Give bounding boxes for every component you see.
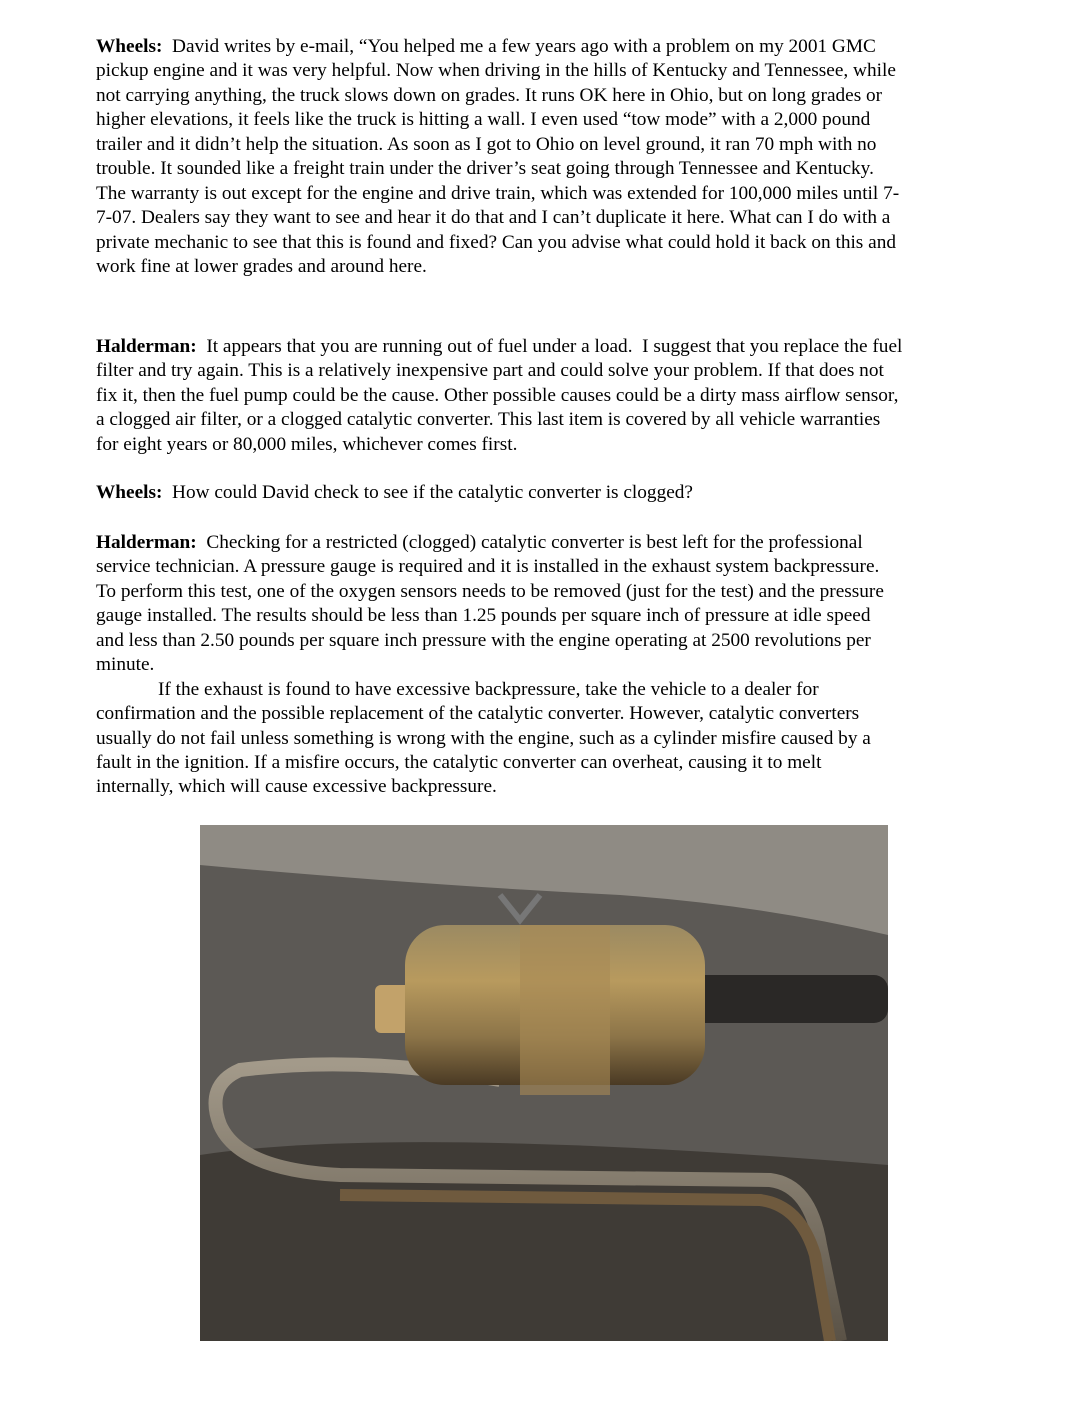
fuel-filter-illustration <box>200 825 888 1341</box>
speaker-label: Halderman: <box>96 532 197 553</box>
text-line: minute. <box>96 654 155 676</box>
text-line: gauge installed. The results should be less than 1.25 pounds per square inch of pressure at idle speed <box>96 605 871 627</box>
text-line: David writes by e-mail, “You helped me a few years ago with a problem on my 2001 GMC <box>162 36 876 57</box>
text-line: How could David check to see if the catalytic converter is clogged? <box>162 482 693 503</box>
text-line: trouble. It sounded like a freight train under the driver’s seat going through Tennessee and Kentucky. <box>96 158 874 180</box>
text-line: confirmation and the possible replacement of the catalytic converter. However, catalytic converters <box>96 703 860 725</box>
text-line: work fine at lower grades and around here. <box>96 255 427 277</box>
text-line: fault in the ignition. If a misfire occurs, the catalytic converter can overheat, causing it to melt <box>96 751 822 773</box>
speaker-label: Wheels: <box>96 36 163 57</box>
fuel-filter-photo <box>200 825 888 1341</box>
text-line: fix it, then the fuel pump could be the cause. Other possible causes could be a dirty mass airflow sensor, <box>96 384 899 406</box>
text-line: internally, which will cause excessive backpressure. <box>96 776 497 798</box>
paragraph-wheels-question <box>96 35 899 279</box>
text-line: for eight years or 80,000 miles, whichever comes first. <box>96 433 518 455</box>
filter-band <box>520 925 610 1095</box>
text-line: not carrying anything, the truck slows down on grades. It runs OK here in Ohio, but on long grades or <box>96 84 883 106</box>
text-line: To perform this test, one of the oxygen sensors needs to be removed (just for the test) and the pressure <box>96 580 884 602</box>
text-line: If the exhaust is found to have excessive backpressure, take the vehicle to a dealer for <box>158 678 819 700</box>
text-line: service technician. A pressure gauge is required and it is installed in the exhaust system backpressure. <box>96 556 880 578</box>
text-line: private mechanic to see that this is found and fixed? Can you advise what could hold it back on this and <box>96 231 896 253</box>
text-line: 7-07. Dealers say they want to see and hear it do that and I can’t duplicate it here. What can I do with a <box>96 207 891 229</box>
paragraph-halderman-catalytic <box>96 531 884 800</box>
text-line: filter and try again. This is a relatively inexpensive part and could solve your problem. If that does not <box>96 360 884 382</box>
text-line: usually do not fail unless something is wrong with the engine, such as a cylinder misfire caused by a <box>96 727 871 749</box>
text-line: a clogged air filter, or a clogged catalytic converter. This last item is covered by all vehicle warranties <box>96 409 881 431</box>
text-line: higher elevations, it feels like the truck is hitting a wall. I even used “tow mode” with a 2,000 pound <box>96 109 871 131</box>
text-line: It appears that you are running out of fuel under a load. I suggest that you replace the fuel <box>196 336 903 357</box>
text-line: trailer and it didn’t help the situation. As soon as I got to Ohio on level ground, it ran 70 mph with no <box>96 133 877 155</box>
text-line: and less than 2.50 pounds per square inch pressure with the engine operating at 2500 revolutions per <box>96 629 871 651</box>
text-line: Checking for a restricted (clogged) catalytic converter is best left for the professional <box>196 532 863 553</box>
rubber-hose <box>690 975 888 1023</box>
paragraph-wheels-followup <box>96 481 693 505</box>
text-line: The warranty is out except for the engine and drive train, which was extended for 100,000 miles until 7- <box>96 182 900 204</box>
text-line: pickup engine and it was very helpful. Now when driving in the hills of Kentucky and Tennessee, while <box>96 60 896 82</box>
speaker-label: Wheels: <box>96 482 163 503</box>
speaker-label: Halderman: <box>96 336 197 357</box>
paragraph-halderman-answer <box>96 335 902 457</box>
